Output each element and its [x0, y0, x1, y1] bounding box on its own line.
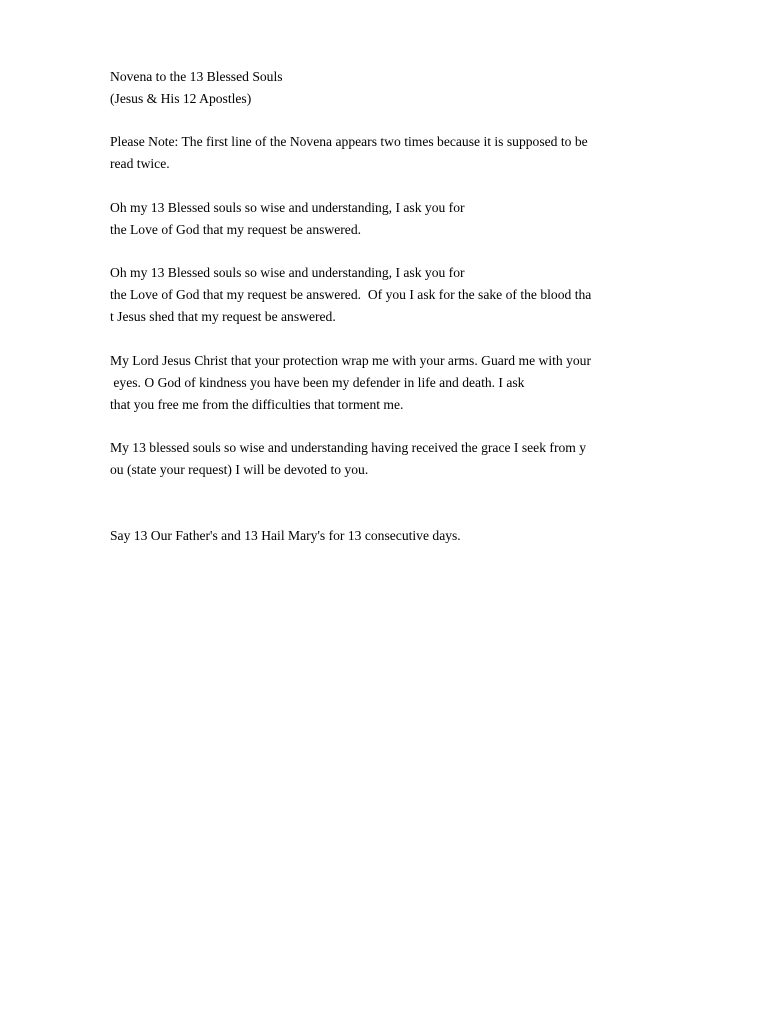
paragraph-2-line-2: the Love of God that my request be answered. Of you I ask for the sake of the blood tha — [110, 287, 592, 302]
paragraph-2-line-1: Oh my 13 Blessed souls so wise and understanding, I ask you for — [110, 265, 465, 280]
paragraph-1-line-1: Oh my 13 Blessed souls so wise and understanding, I ask you for — [110, 200, 465, 215]
paragraph-1-line-2: the Love of God that my request be answered. — [110, 222, 362, 237]
title-line-2: (Jesus & His 12 Apostles) — [110, 91, 252, 106]
paragraph-2-line-3: t Jesus shed that my request be answered. — [110, 309, 336, 324]
title-line-1: Novena to the 13 Blessed Souls — [110, 69, 283, 84]
note-line-2: read twice. — [110, 156, 170, 171]
paragraph-3-line-1: My Lord Jesus Christ that your protection wrap me with your arms. Guard me with your — [110, 353, 591, 368]
paragraph-3-line-2: eyes. O God of kindness you have been my defender in life and death. I ask — [110, 375, 525, 390]
paragraph-4-line-1: My 13 blessed souls so wise and understanding having received the grace I seek from y — [110, 440, 587, 455]
paragraph-4-line-2: ou (state your request) I will be devoted to you. — [110, 462, 369, 477]
closing-instruction: Say 13 Our Father's and 13 Hail Mary's for 13 consecutive days. — [110, 528, 461, 543]
note-line-1: Please Note: The first line of the Novena appears two times because it is supposed to be — [110, 134, 588, 149]
paragraph-3-line-3: that you free me from the difficulties that torment me. — [110, 397, 404, 412]
